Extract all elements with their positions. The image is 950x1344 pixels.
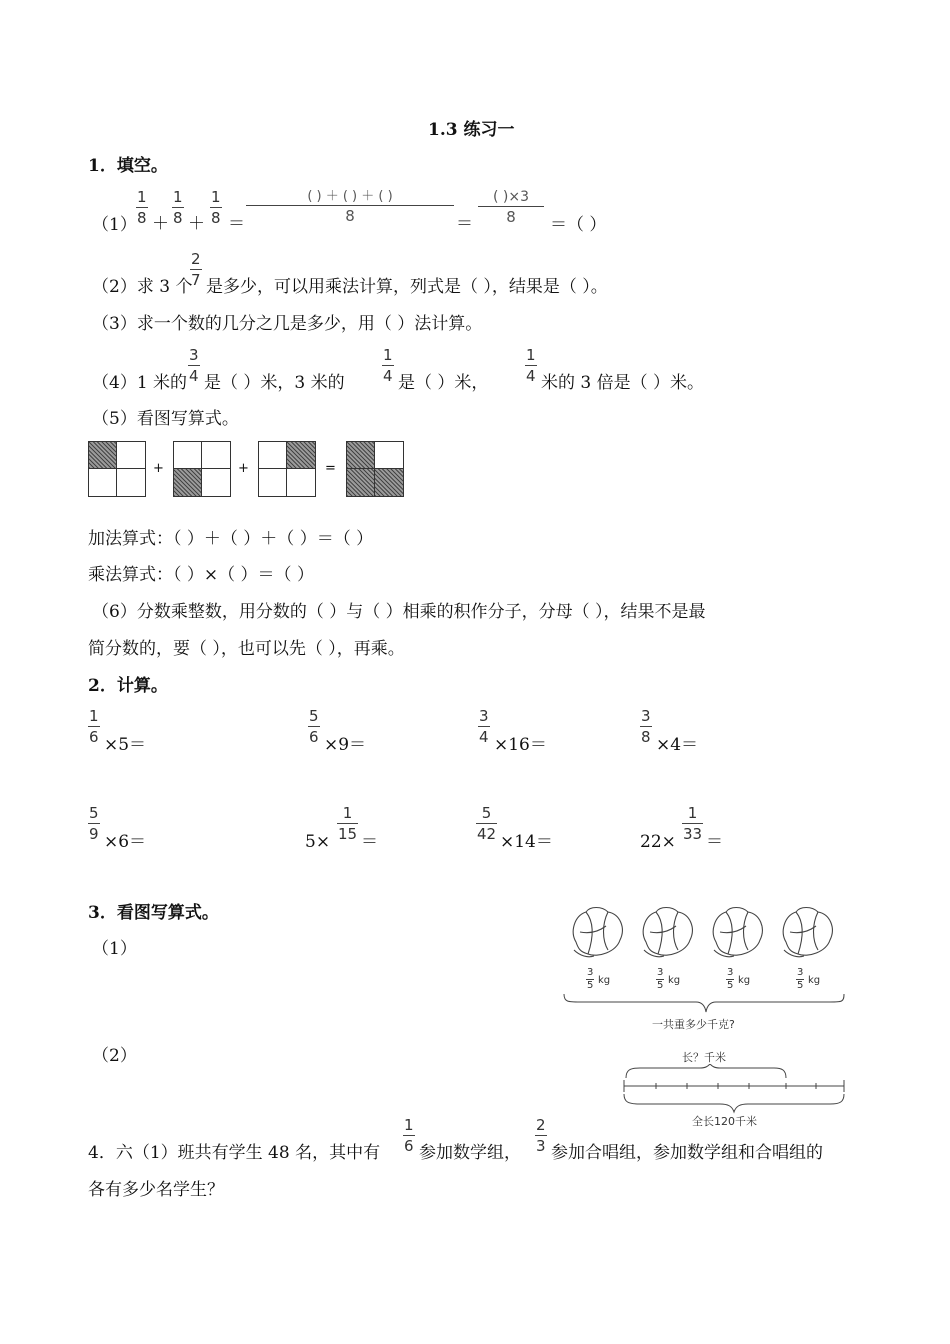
q1-p4-b: 是（ ）米，3 米的 xyxy=(204,373,345,393)
weight-unit: kg xyxy=(808,975,821,986)
weight-fraction: 3 5 xyxy=(587,967,594,991)
q1-p1-end: ＝（ ） xyxy=(550,215,607,235)
segment-question: 长？千米 xyxy=(682,1051,726,1064)
q1-p4-c: 是（ ）米， xyxy=(398,373,489,393)
q1-p2-post: 是多少，可以用乘法计算，列式是（ ），结果是（ ）。 xyxy=(206,277,608,297)
plus-sign: + xyxy=(238,461,249,476)
square-2 xyxy=(173,441,231,497)
plus-sign: ＋ xyxy=(152,214,169,234)
fraction: 1 8 xyxy=(173,188,183,227)
plus-sign: ＋ xyxy=(188,214,205,234)
q4-c: 参加合唱组，参加数学组和合唱组的 xyxy=(551,1143,823,1163)
total-length: 全长120千米 xyxy=(692,1115,757,1128)
addition-line: 加法算式：（ ）＋（ ）＋（ ）＝（ ） xyxy=(88,529,374,549)
q1-p4-d: 米的 3 倍是（ ）米。 xyxy=(541,373,705,393)
weight-fraction: 3 5 xyxy=(727,967,734,991)
cabbage-icons xyxy=(560,900,850,980)
fraction: 1 4 xyxy=(526,346,536,385)
sum-fraction: ( ) ＋ ( ) ＋ ( ) 8 xyxy=(246,190,454,224)
total-question: 一共重多少千克? xyxy=(652,1018,735,1031)
square-1 xyxy=(88,441,146,497)
page-title: 1.3 练习一 xyxy=(428,120,515,140)
fraction: 1 8 xyxy=(211,188,221,227)
fraction: 1 4 xyxy=(383,346,393,385)
weight-fraction: 3 5 xyxy=(797,967,804,991)
weight-unit: kg xyxy=(598,975,611,986)
square-4 xyxy=(346,441,404,497)
product-fraction: ( )×3 8 xyxy=(478,190,544,225)
q4-lead: 4．六（1）班共有学生 48 名，其中有 xyxy=(88,1143,381,1163)
weight-fraction: 3 5 xyxy=(657,967,664,991)
fraction: 2 3 xyxy=(536,1116,546,1155)
weight-unit: kg xyxy=(668,975,681,986)
square-3 xyxy=(258,441,316,497)
q1-p5: （5）看图写算式。 xyxy=(92,409,239,429)
fraction: 1 6 xyxy=(404,1116,414,1155)
q1-p4-a: （4）1 米的 xyxy=(92,373,188,393)
q3-label-2: （2） xyxy=(92,1046,137,1066)
equals-sign: ＝ xyxy=(228,214,245,234)
q1-p2-pre: （2）求 3 个 xyxy=(92,277,193,297)
equals-sign: ＝ xyxy=(456,214,473,234)
multiplication-line: 乘法算式：（ ）×（ ）＝（ ） xyxy=(88,565,314,585)
equals-sign: = xyxy=(325,461,336,476)
q4-line2: 各有多少名学生？ xyxy=(88,1180,224,1200)
fraction: 2 7 xyxy=(191,250,201,289)
q1-p3: （3）求一个数的几分之几是多少，用（ ）法计算。 xyxy=(92,314,483,334)
q3-label-1: （1） xyxy=(92,939,137,959)
q3-heading: 3．看图写算式。 xyxy=(88,903,219,923)
q4-b: 参加数学组， xyxy=(419,1143,521,1163)
q1-heading: 1．填空。 xyxy=(88,156,168,176)
weight-unit: kg xyxy=(738,975,751,986)
q1-p6-line2: 简分数的，要（ ），也可以先（ ），再乘。 xyxy=(88,639,405,659)
cabbage-figure xyxy=(560,900,850,1035)
q1-p6-line1: （6）分数乘整数，用分数的（ ）与（ ）相乘的积作分子，分母（ ），结果不是最 xyxy=(92,602,706,622)
q1-p1-label: （1） xyxy=(92,215,137,235)
plus-sign: + xyxy=(153,461,164,476)
fraction: 1 8 xyxy=(137,188,147,227)
q2-heading: 2．计算。 xyxy=(88,676,168,696)
segment-figure xyxy=(620,1046,850,1136)
fraction: 3 4 xyxy=(189,346,199,385)
